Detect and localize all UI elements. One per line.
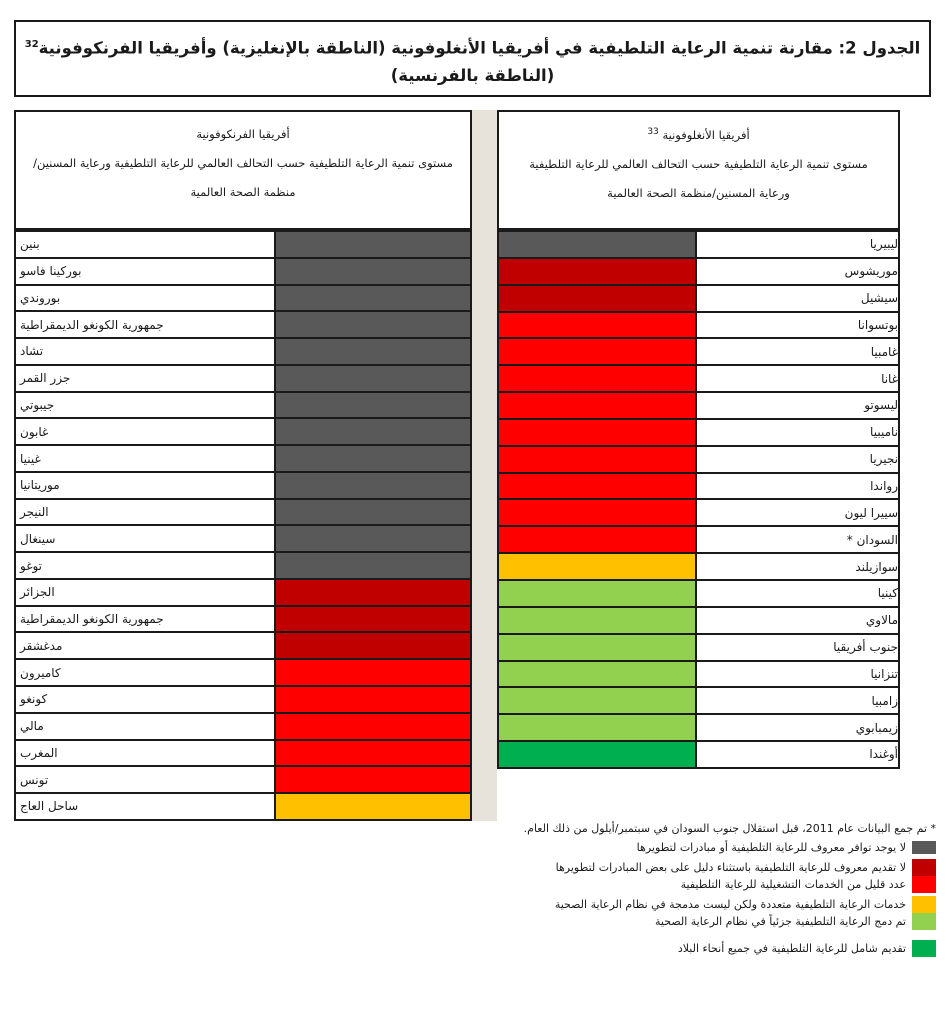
table-row [499,525,898,552]
status-color-cell-red [499,313,697,338]
table-row [16,257,470,284]
table-row [16,471,470,498]
table-row [499,740,898,767]
table-row [499,418,898,445]
country-label: ليبيريا [697,232,898,257]
table-row [499,552,898,579]
francophone-header [14,110,472,230]
status-color-cell-gray [274,473,470,498]
table-row [16,498,470,525]
status-color-cell-red [499,420,697,445]
status-color-cell-green [499,742,697,767]
title-line1: الجدول 2: مقارنة تنمية الرعاية التلطيفية في أفريقيا الأنغلوفونية (الناطقة بالإنغليزية) وأفريقيا الفرنكوفونية [38,38,921,58]
legend-item [430,940,936,957]
legend-item [430,859,936,876]
table-row [499,579,898,606]
status-color-cell-gray [274,259,470,284]
table-row [499,686,898,713]
status-color-cell-gray [499,232,697,257]
legend-swatch-red [912,876,936,893]
country-label: مالي [16,714,274,739]
table-row [499,445,898,472]
legend-label: لا يوجد توافر معروف للرعاية التلطيفية أو مبادرات لتطويرها [636,840,906,854]
country-label: توغو [16,553,274,578]
country-label: غانا [697,366,898,391]
country-label: غينيا [16,446,274,471]
footnote: * تم جمع البيانات عام 2011، قبل استقلال جنوب السودان في سبتمبر/أيلول من ذلك العام. [523,822,936,835]
legend-rows [430,839,936,957]
anglophone-header-subtitle: مستوى تنمية الرعاية التلطيفية حسب التحالف العالمي للرعاية التلطيفية ورعاية المسنين/منظمة الصحة العالمية [529,156,868,200]
legend-label: تم دمج الرعاية التلطيفية جزئياً في نظام الرعاية الصحية [655,914,906,928]
legend-swatch-green [912,940,936,957]
status-color-cell-darkred [499,259,697,284]
country-label: بوروندي [16,286,274,311]
table-row [16,605,470,632]
legend-label: عدد قليل من الخدمات التشغيلية للرعاية التلطيفية [680,877,906,891]
status-color-cell-orange [274,794,470,819]
country-label: زامبيا [697,688,898,713]
anglophone-header-title: أفريقيا الأنغلوفونية $^{33}$ [647,127,750,142]
status-color-cell-red [499,474,697,499]
table-row [16,765,470,792]
status-color-cell-gray [274,366,470,391]
legend-item [430,913,936,930]
country-label: موريشوس [697,259,898,284]
table-row [16,631,470,658]
title-line2: (الناطقة بالفرنسية) [390,65,555,85]
table-row [16,739,470,766]
document-title [14,20,931,97]
country-label: مالاوي [697,608,898,633]
status-color-cell-red [499,447,697,472]
status-color-cell-red [274,767,470,792]
country-label: الجزائر [16,580,274,605]
country-label: بنين [16,232,274,257]
status-color-cell-red [499,339,697,364]
status-color-cell-darkred [274,607,470,632]
status-color-cell-gray [274,393,470,418]
country-label: تونس [16,767,274,792]
status-color-cell-lightgreen [499,635,697,660]
country-label: كينيا [697,581,898,606]
status-color-cell-lightgreen [499,688,697,713]
country-label: موريتانيا [16,473,274,498]
anglophone-footnote-ref: 33 [647,127,659,137]
status-color-cell-darkred [274,580,470,605]
status-color-cell-lightgreen [499,608,697,633]
status-color-cell-gray [274,339,470,364]
legend-swatch-orange [912,896,936,913]
country-label: تشاد [16,339,274,364]
anglophone-table [497,230,900,769]
table-row [16,551,470,578]
table-row [16,658,470,685]
status-color-cell-lightgreen [499,662,697,687]
table-row [499,633,898,660]
country-label: تنزانيا [697,662,898,687]
table-row [16,391,470,418]
table-row [499,713,898,740]
center-divider [472,110,497,821]
table-row [16,364,470,391]
country-label: سييرا ليون [697,500,898,525]
country-label: سينغال [16,526,274,551]
legend [430,821,936,957]
legend-label: خدمات الرعاية التلطيفية متعددة ولكن ليست مدمجة في نظام الرعاية الصحية [554,897,906,911]
country-label: جمهورية الكونغو الديمقراطية [16,312,274,337]
table-row [499,660,898,687]
table-row [499,257,898,284]
table-row [16,578,470,605]
country-label: غابون [16,419,274,444]
status-color-cell-red [499,527,697,552]
table-row [16,685,470,712]
table-row [499,284,898,311]
status-color-cell-gray [274,553,470,578]
country-label: جيبوتي [16,393,274,418]
status-color-cell-red [274,687,470,712]
country-label: سيشيل [697,286,898,311]
status-color-cell-red [499,393,697,418]
country-label: النيجر [16,500,274,525]
table-row [499,337,898,364]
country-label: المغرب [16,741,274,766]
status-color-cell-orange [499,554,697,579]
country-label: كاميرون [16,660,274,685]
table-row [499,391,898,418]
country-label: ليسوتو [697,393,898,418]
anglophone-header [497,110,900,230]
status-color-cell-gray [274,500,470,525]
table-row [16,524,470,551]
legend-item [430,876,936,893]
table-row [16,337,470,364]
status-color-cell-red [274,714,470,739]
country-label: غامبيا [697,339,898,364]
status-color-cell-red [499,366,697,391]
table-row [16,792,470,819]
table-row [499,232,898,257]
legend-label: لا تقديم معروف للرعاية التلطيفية باستثناء دليل على بعض المبادرات لتطويرها [555,860,906,874]
table-row [16,284,470,311]
status-color-cell-gray [274,232,470,257]
status-color-cell-red [274,660,470,685]
table-row [499,498,898,525]
table-row [16,310,470,337]
francophone-header-subtitle: مستوى تنمية الرعاية التلطيفية حسب التحالف العالمي للرعاية التلطيفية ورعاية المسنين/منظمة الصحة العالمية [33,156,453,199]
country-label: نجيريا [697,447,898,472]
country-label: جزر القمر [16,366,274,391]
status-color-cell-red [499,500,697,525]
status-color-cell-red [274,741,470,766]
table-row [499,606,898,633]
legend-label: تقديم شامل للرعاية التلطيفية في جميع أنحاء البلاد [677,941,906,955]
country-label: بوركينا فاسو [16,259,274,284]
status-color-cell-gray [274,526,470,551]
country-label: جمهورية الكونغو الديمقراطية [16,607,274,632]
legend-swatch-darkred [912,859,936,876]
legend-item [430,896,936,913]
country-label: جنوب أفريقيا [697,635,898,660]
table-row [499,311,898,338]
country-label: أوغندا [697,742,898,767]
francophone-header-title: أفريقيا الفرنكوفونية [196,127,290,141]
country-label: ناميبيا [697,420,898,445]
country-label: كونغو [16,687,274,712]
status-color-cell-darkred [499,286,697,311]
legend-item [430,839,936,856]
status-color-cell-gray [274,286,470,311]
table-row [499,364,898,391]
country-label: مدغشقر [16,633,274,658]
legend-swatch-gray [912,841,936,854]
francophone-table [14,230,472,821]
country-label: ساحل العاج [16,794,274,819]
table-row [499,472,898,499]
legend-swatch-lightgreen [912,913,936,930]
country-label: سوازيلند [697,554,898,579]
country-label: السودان * [697,527,898,552]
title-footnote-ref: 32 [24,39,39,50]
country-label: بوتسوانا [697,313,898,338]
status-color-cell-gray [274,446,470,471]
status-color-cell-gray [274,419,470,444]
status-color-cell-lightgreen [499,715,697,740]
table-row [16,712,470,739]
country-label: زيمبابوي [697,715,898,740]
status-color-cell-gray [274,312,470,337]
table-row [16,444,470,471]
status-color-cell-lightgreen [499,581,697,606]
table-row [16,417,470,444]
table-row [16,232,470,257]
status-color-cell-darkred [274,633,470,658]
country-label: رواندا [697,474,898,499]
